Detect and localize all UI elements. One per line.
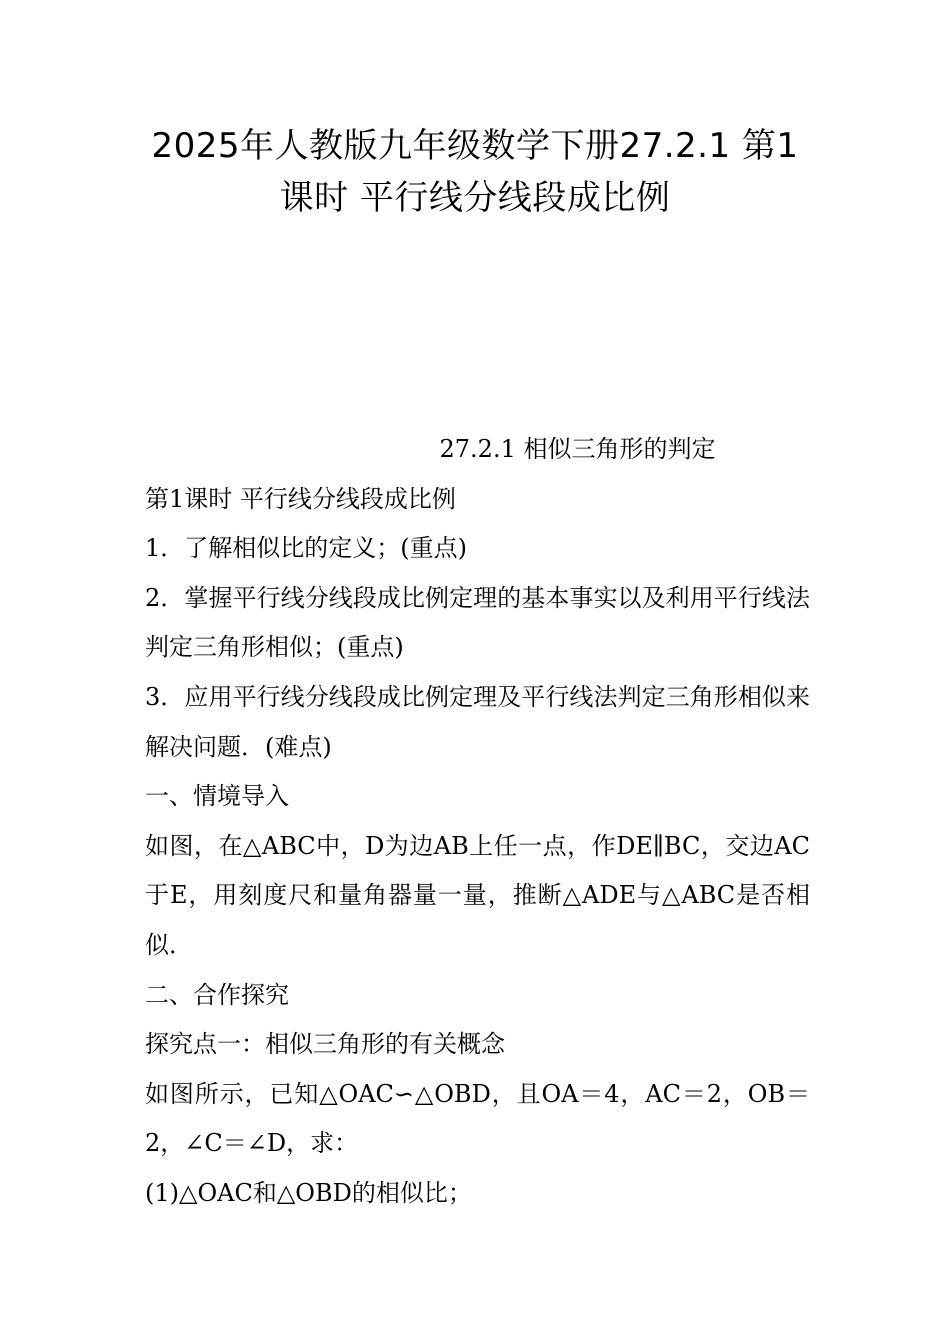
objective-3: 3．应用平行线分线段成比例定理及平行线法判定三角形相似来解决问题．(难点) bbox=[145, 682, 810, 761]
title-line-2: 课时 平行线分线段成比例 bbox=[279, 178, 671, 218]
part1-paragraph: 如图，在△ABC中，D为边AB上任一点，作DE∥BC，交边AC于E，用刻度尺和量角器量一量，推断△ADE与△ABC是否相似． bbox=[145, 831, 810, 959]
explore1-paragraph: 如图所示，已知△OAC∽△OBD，且OA＝4，AC＝2，OB＝2，∠C＝∠D，求： bbox=[145, 1079, 810, 1158]
explore1-heading: 探究点一：相似三角形的有关概念 bbox=[145, 1030, 505, 1059]
document-body bbox=[145, 425, 810, 1219]
question-1: (1)△OAC和△OBD的相似比； bbox=[145, 1178, 472, 1207]
title-line-1: 2025年人教版九年级数学下册27.2.1 第1 bbox=[151, 126, 799, 166]
document-title bbox=[100, 120, 850, 224]
part1-heading: 一、情境导入 bbox=[145, 782, 289, 811]
objective-1: 1．了解相似比的定义；(重点) bbox=[145, 534, 467, 563]
part2-heading: 二、合作探究 bbox=[145, 980, 289, 1009]
objective-2: 2．掌握平行线分线段成比例定理的基本事实以及利用平行线法判定三角形相似；(重点) bbox=[145, 583, 810, 662]
section-title: 27.2.1 相似三角形的判定 bbox=[439, 435, 716, 463]
lesson-title: 第1课时 平行线分线段成比例 bbox=[145, 484, 456, 513]
